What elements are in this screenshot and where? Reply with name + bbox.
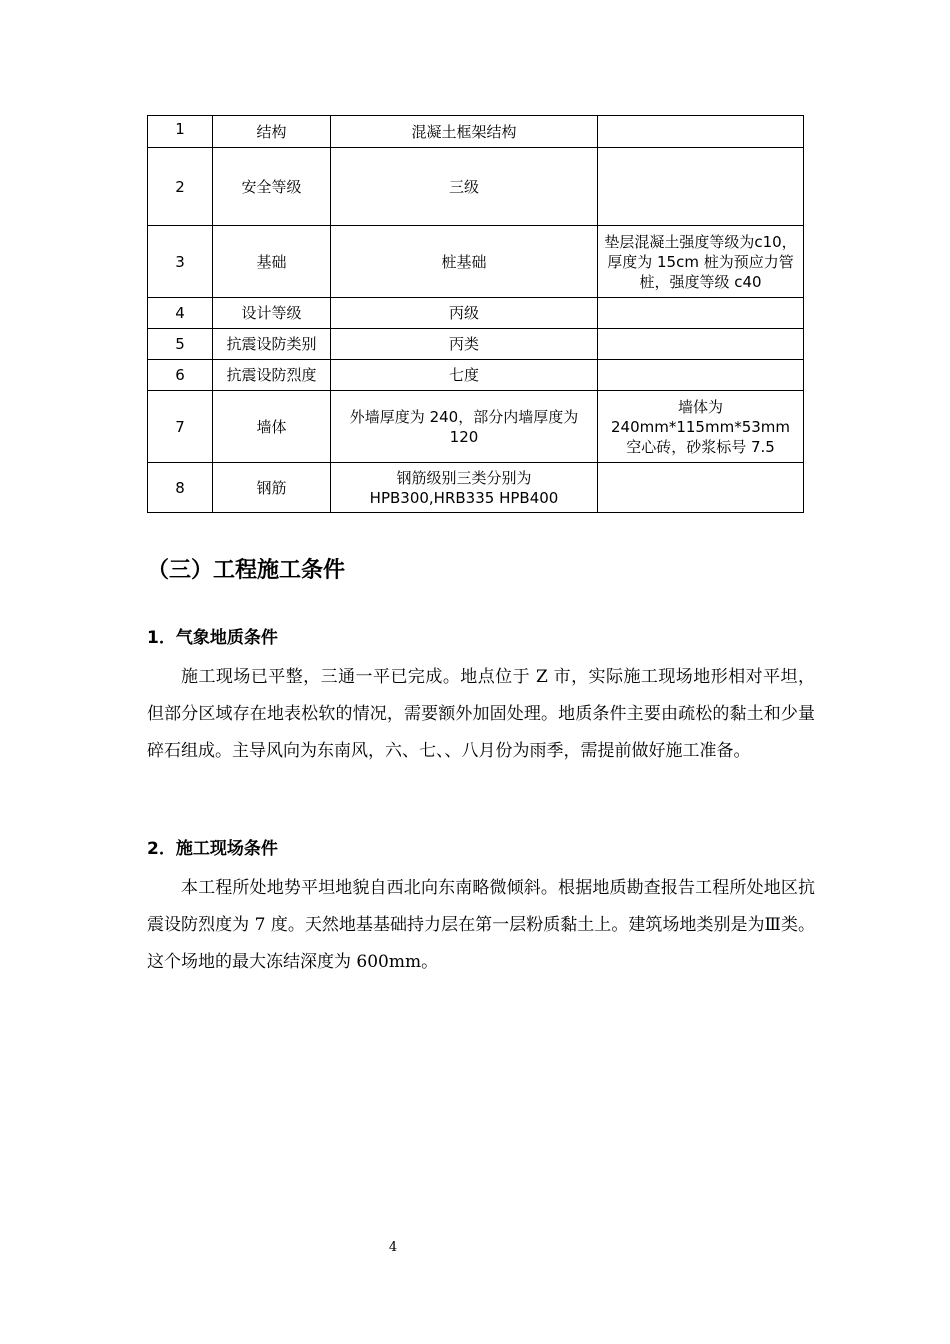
- row-remark: [598, 360, 804, 391]
- row-number: 4: [148, 298, 213, 329]
- row-remark: [598, 329, 804, 360]
- row-remark: [598, 116, 804, 148]
- row-number: 1: [148, 116, 213, 148]
- row-content: 桩基础: [331, 226, 598, 298]
- row-number: 2: [148, 148, 213, 226]
- row-content: 丙类: [331, 329, 598, 360]
- table-row: [148, 298, 804, 329]
- row-item: 抗震设防类别: [213, 329, 331, 360]
- table-row: [148, 226, 804, 298]
- row-item: 安全等级: [213, 148, 331, 226]
- table-row: [148, 463, 804, 513]
- section-title: （三）工程施工条件: [147, 558, 346, 583]
- row-item: 设计等级: [213, 298, 331, 329]
- row-number: 5: [148, 329, 213, 360]
- subsection-title-weather-geology: 1．气象地质条件: [147, 628, 278, 648]
- row-item: 墙体: [213, 391, 331, 463]
- row-remark: [598, 298, 804, 329]
- table-row: [148, 391, 804, 463]
- row-content: 外墙厚度为 240，部分内墙厚度为 120: [331, 391, 598, 463]
- row-item: 抗震设防烈度: [213, 360, 331, 391]
- paragraph-site-conditions: 本工程所处地势平坦地貌自西北向东南略微倾斜。根据地质勘查报告工程所处地区抗震设防烈度为 7 度。天然地基基础持力层在第一层粉质黏土上。建筑场地类别是为Ⅲ类。这个场地的最大冻结深度为 600mm。: [147, 878, 815, 972]
- row-number: 6: [148, 360, 213, 391]
- row-content: 三级: [331, 148, 598, 226]
- table-row: [148, 329, 804, 360]
- page-number: 4: [388, 1240, 398, 1255]
- table-row: [148, 148, 804, 226]
- row-number: 7: [148, 391, 213, 463]
- table-row: [148, 360, 804, 391]
- row-number: 3: [148, 226, 213, 298]
- table-row: [148, 116, 804, 148]
- row-remark: 墙体为 240mm*115mm*53mm 空心砖，砂浆标号 7.5: [598, 391, 804, 463]
- spec-table: [147, 115, 804, 513]
- paragraph-weather-geology: 施工现场已平整，三通一平已完成。地点位于 Z 市，实际施工现场地形相对平坦，但部分区域存在地表松软的情况，需要额外加固处理。地质条件主要由疏松的黏土和少量碎石组成。主导风向为东南风，六、七、、八月份为雨季，需提前做好施工准备。: [147, 667, 815, 761]
- row-content: 七度: [331, 360, 598, 391]
- row-remark: 垫层混凝土强度等级为c10，厚度为 15cm 桩为预应力管桩，强度等级 c40: [598, 226, 804, 298]
- subsection-title-site-conditions: 2．施工现场条件: [147, 839, 278, 859]
- row-content: 钢筋级别三类分别为 HPB300,HRB335 HPB400: [331, 463, 598, 513]
- row-remark: [598, 148, 804, 226]
- row-item: 钢筋: [213, 463, 331, 513]
- row-content: 混凝土框架结构: [331, 116, 598, 148]
- row-item: 基础: [213, 226, 331, 298]
- row-item: 结构: [213, 116, 331, 148]
- row-content: 丙级: [331, 298, 598, 329]
- row-number: 8: [148, 463, 213, 513]
- row-remark: [598, 463, 804, 513]
